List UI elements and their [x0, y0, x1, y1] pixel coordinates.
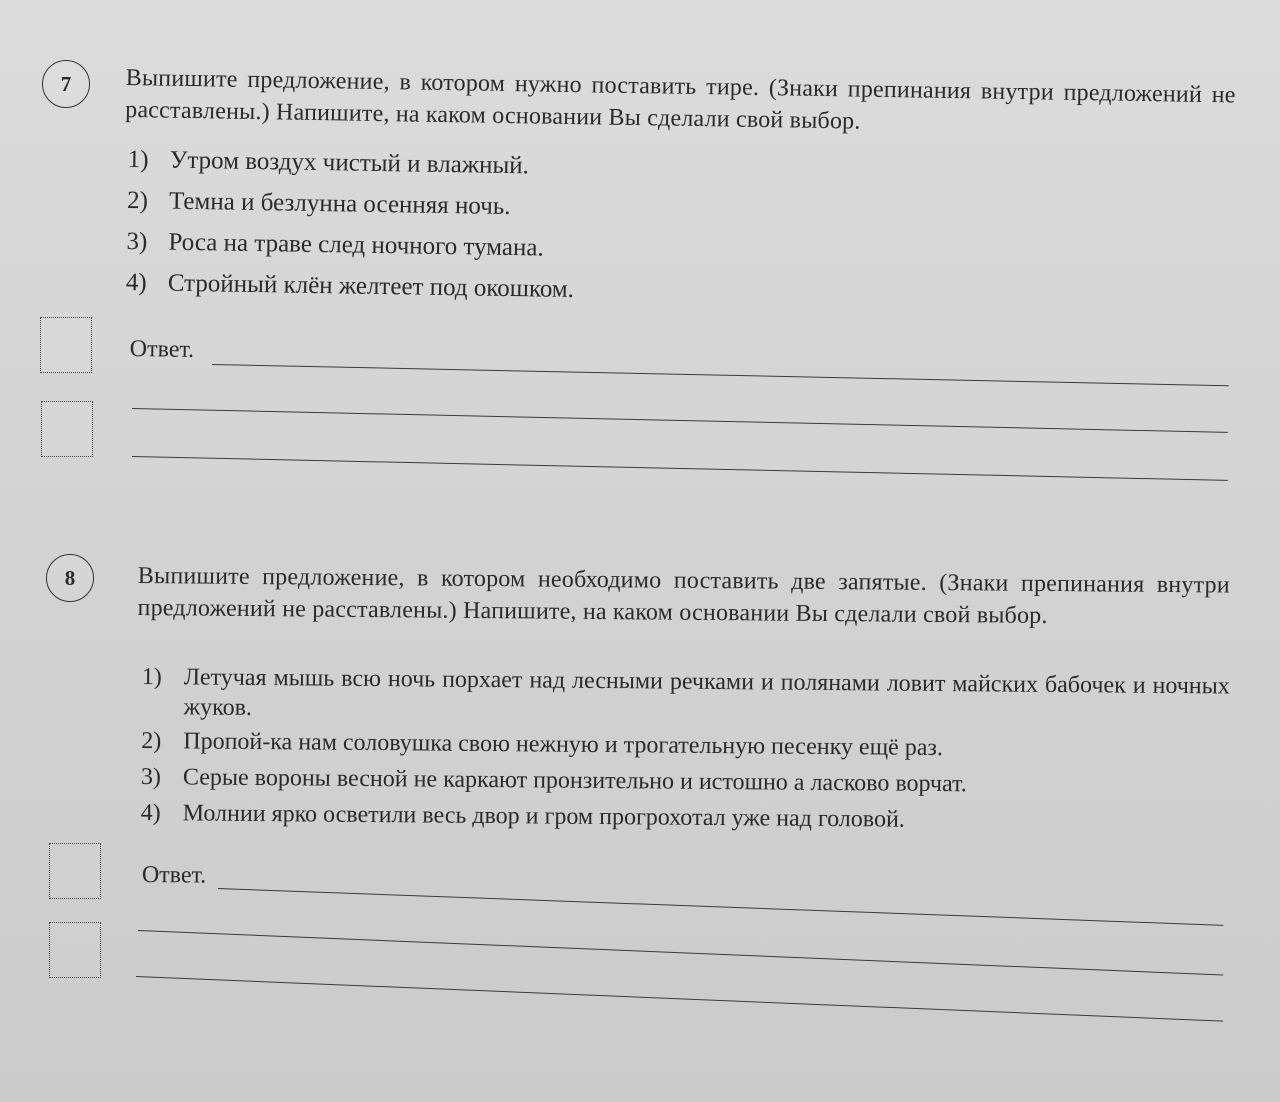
- task-8-option-1: [141, 662, 1229, 731]
- option-text: Серые вороны весной не каркают пронзительно и истошно а ласково ворчат.: [182, 764, 967, 798]
- option-text: Утром воздух чистый и влажный.: [169, 146, 530, 180]
- task-8-question: Выпишите предложение, в котором необходимо поставить две запятые. (Знаки препинания внутри предложений не расставлены.) Напишите, на каком основании Вы сделали свой выбор.: [137, 562, 1230, 629]
- task-8-answer-line-3[interactable]: [136, 976, 1223, 1022]
- option-text: Летучая мышь всю ночь порхает над лесными речками и полянами ловит майских бабочек и ночных жуков.: [183, 664, 1230, 721]
- task-8-options: [141, 662, 1230, 837]
- task-7-question: Выпишите предложение, в котором нужно поставить тире. (Знаки препинания внутри предложений не расставлены.) Напишите, на каком основании Вы сделали свой выбор.: [125, 64, 1236, 135]
- task-7-score-box-2[interactable]: [41, 401, 93, 457]
- option-number: 4): [140, 799, 161, 827]
- option-number: 2): [141, 727, 162, 755]
- task-8-score-box-2[interactable]: [49, 922, 101, 978]
- task-8-option-3: [141, 762, 1229, 801]
- option-number: 2): [126, 186, 149, 215]
- task-8-option-2: [141, 726, 1229, 765]
- option-number: 1): [141, 663, 162, 691]
- task-8-answer-label: Ответ.: [141, 862, 207, 889]
- option-text: Темна и безлунна осенняя ночь.: [168, 187, 511, 221]
- task-8-option-4: [141, 798, 1229, 837]
- task-7-answer-label: Ответ.: [129, 336, 195, 364]
- option-text: Пропой-ка нам соловушка свою нежную и трогательную песенку ещё раз.: [183, 728, 944, 761]
- task-7: [0, 0, 1280, 500]
- option-text: Молнии ярко осветили весь двор и гром прогрохотал уже над головой.: [182, 800, 905, 833]
- option-number: 3): [126, 227, 148, 256]
- option-number: 3): [140, 763, 162, 791]
- task-8-answer-line-1[interactable]: [218, 888, 1223, 926]
- option-number: 1): [127, 145, 149, 174]
- task-8-score-box-1[interactable]: [49, 843, 101, 899]
- task-8-number: 8: [46, 554, 94, 602]
- task-8-answer-line-2[interactable]: [138, 930, 1223, 976]
- option-number: 4): [125, 268, 147, 297]
- option-text: Стройный клён желтеет под окошком.: [167, 269, 575, 304]
- task-7-number: 7: [42, 60, 90, 108]
- task-7-options: [125, 144, 1227, 325]
- task-7-score-box-1[interactable]: [40, 317, 92, 373]
- option-text: Роса на траве след ночного тумана.: [168, 228, 544, 262]
